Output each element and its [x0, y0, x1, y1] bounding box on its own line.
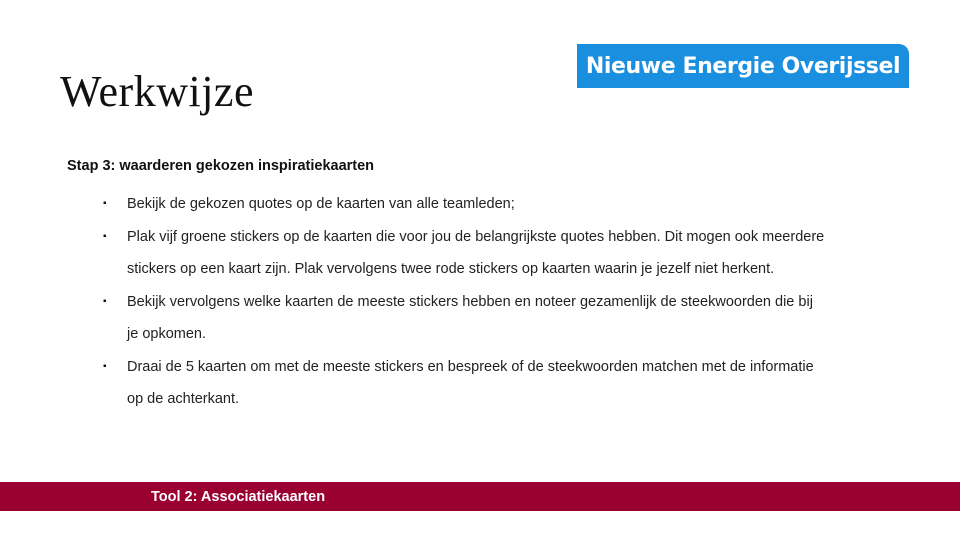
- footer-tool-label: Tool 2: Associatiekaarten: [151, 489, 326, 505]
- instruction-text: Bekijk vervolgens welke kaarten de meeste stickers hebben en noteer gezamenlijk de steekwoorden die bij je opkomen.: [127, 293, 813, 342]
- step-subheading: Stap 3: waarderen gekozen inspiratiekaarten: [67, 158, 375, 174]
- slide-content: [67, 158, 827, 416]
- instruction-list: [67, 188, 827, 416]
- logo-nieuwe-energie-overijssel: [577, 44, 909, 88]
- instruction-text: Plak vijf groene stickers op de kaarten die voor jou de belangrijkste quotes hebben. Dit mogen ook meerdere stickers op een kaart zijn. Plak vervolgens twee rode stickers op kaarten waarin je jezelf niet herkent.: [127, 228, 825, 277]
- instruction-item: [103, 286, 827, 351]
- square-bullet-icon: ▪: [103, 295, 107, 307]
- logo-text: Nieuwe Energie Overijssel: [585, 53, 901, 79]
- square-bullet-icon: ▪: [103, 198, 107, 209]
- footer-bar: [0, 482, 960, 511]
- instruction-text: Draai de 5 kaarten om met de meeste stickers en bespreek of de steekwoorden matchen met de informatie op de achterkant.: [127, 358, 814, 407]
- slide-title: Werkwijze: [60, 67, 254, 116]
- square-bullet-icon: ▪: [103, 230, 107, 242]
- instruction-item: [103, 351, 827, 416]
- square-bullet-icon: ▪: [103, 360, 107, 372]
- instruction-item: [103, 221, 827, 286]
- instruction-item: [103, 188, 827, 221]
- instruction-text: Bekijk de gekozen quotes op de kaarten van alle teamleden;: [127, 196, 515, 212]
